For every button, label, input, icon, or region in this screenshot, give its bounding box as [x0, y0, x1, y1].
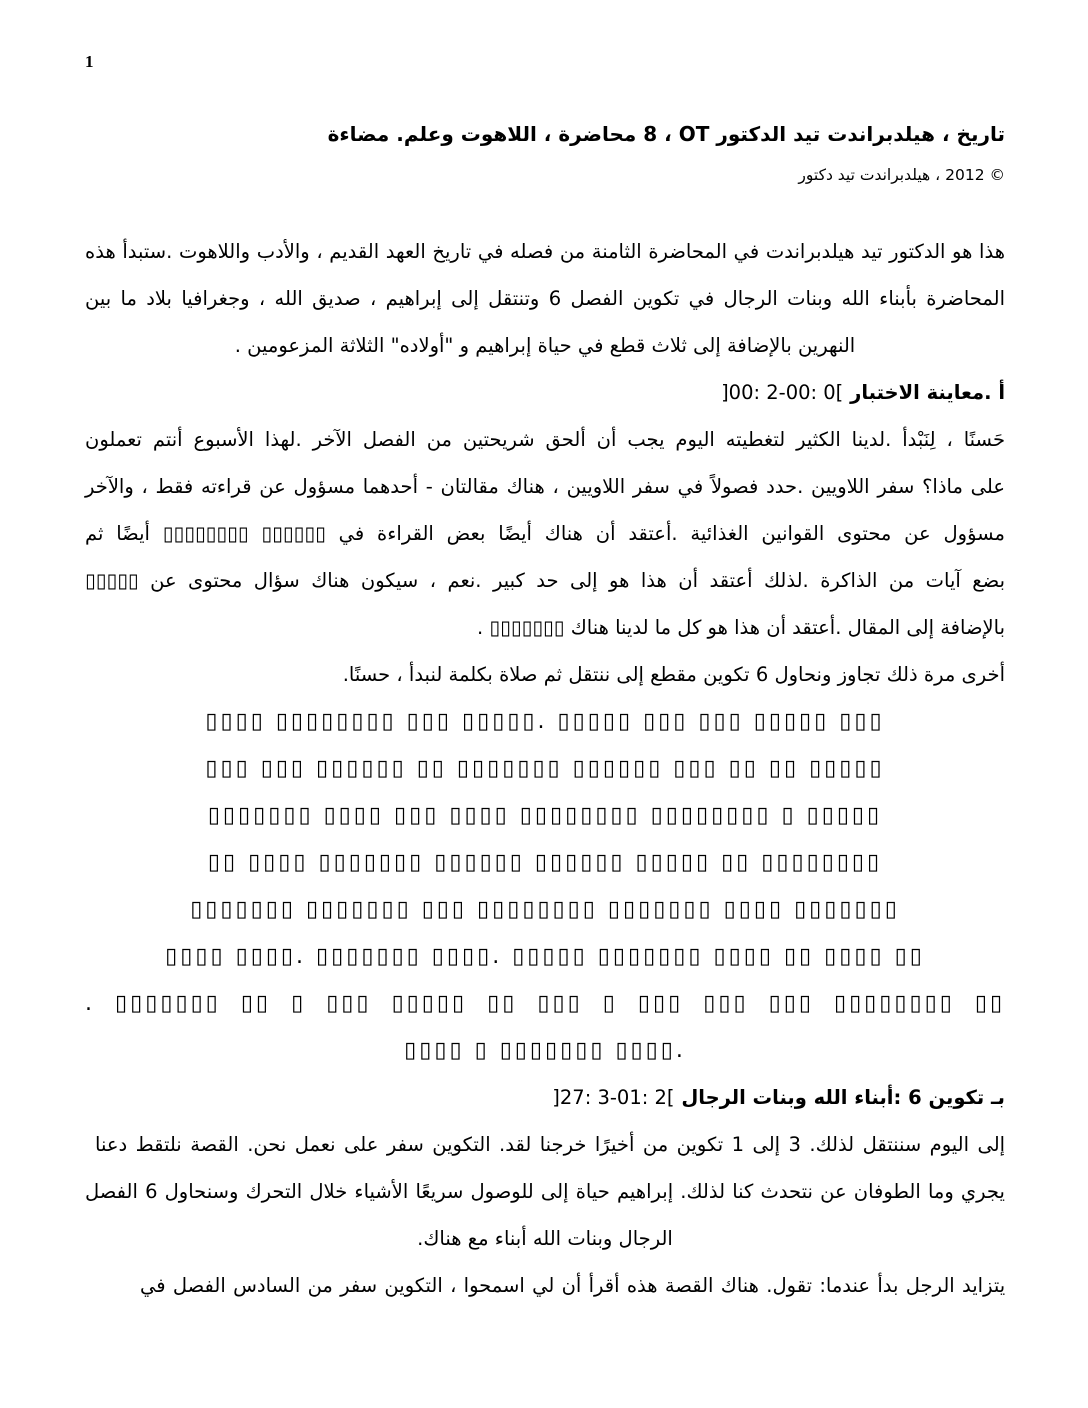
text-line: .هناك مع أبناء الله وبنات الرجال: [417, 1227, 673, 1250]
line-prayer: [85, 651, 1005, 698]
text-line: هذا هو الدكتور تيد هيلدبراندت في المحاضرة الثامنة من فصله في تاريخ العهد القديم ، والأدب واللاهوت .ستبدأ هذه: [85, 240, 1005, 263]
text-line: ▯▯▯ ▯▯▯ ▯▯▯▯▯▯ ▯▯ ▯▯▯▯▯▯▯ ▯▯▯▯▯▯ ▯▯▯ ▯▯ ▯▯ ▯▯▯▯▯: [205, 756, 885, 781]
paragraph-exam: [85, 416, 1005, 651]
text-line: مسؤول عن محتوى القوانين الغذائية .أعتقد أن هناك أيضًا بعض القراءة في ▯▯▯▯▯▯ ▯▯▯▯▯▯▯▯ أيضًا ثم: [85, 522, 1005, 545]
text-line: أ .معاينة الاختبار ]00: 2-00: 0[: [721, 381, 1005, 404]
paragraph-genesis-read: [85, 1262, 1005, 1309]
timestamp: ]00: 2-00: 0[: [721, 381, 844, 404]
paragraph-intro: [85, 228, 1005, 369]
text-line: دكتور تيد هيلدبراندت ، 2012 ©: [798, 166, 1005, 184]
text-line: ▯▯▯▯ ▯ ▯▯▯▯▯▯▯ ▯▯▯▯.: [404, 1038, 686, 1063]
paragraph-genesis-move: [85, 1121, 1005, 1262]
text-line: ▯▯ ▯▯▯▯ ▯▯▯▯▯▯▯ ▯▯▯▯▯▯ ▯▯▯▯▯▯ ▯▯▯▯▯ ▯▯ ▯▯▯▯▯▯▯▯: [207, 850, 883, 875]
text-line: بـ تكوين 6 :أبناء الله وبنات الرجال ]27: 3-01: 2[: [552, 1086, 1005, 1109]
doc-title: [85, 112, 1005, 156]
text-line: . ▯▯▯▯▯▯▯ ▯▯ ▯ ▯▯▯ ▯▯▯▯▯ ▯▯ ▯▯▯ ▯ ▯▯▯ ▯▯▯ ▯▯▯ ▯▯▯▯▯▯▯▯ ▯▯: [85, 991, 1006, 1016]
text-line: بضع آيات من الذاكرة .لذلك أعتقد أن هذا هو إلى حد كبير .نعم ، سيكون هناك سؤال محتوى عن ▯▯▯▯▯: [85, 569, 1005, 592]
text-line: بالإضافة إلى المقال .أعتقد أن هذا هو كل ما لدينا هناك ▯▯▯▯▯▯▯ .: [477, 616, 1005, 639]
text-line: .حسنًا ، لنبدأ بكلمة صلاة ثم ننتقل إلى مقطع تكوين 6 ونحاول تجاوز ذلك مرة أخرى: [342, 663, 1005, 686]
timestamp: ]27: 3-01: 2[: [552, 1086, 675, 1109]
text-line: ▯▯▯▯▯▯▯ ▯▯▯▯▯▯▯ ▯▯▯ ▯▯▯▯▯▯▯▯ ▯▯▯▯▯▯▯ ▯▯▯▯ ▯▯▯▯▯▯▯: [190, 897, 900, 922]
text-line: ▯▯▯▯ ▯▯▯▯▯▯▯▯ ▯▯▯ ▯▯▯▯▯. ▯▯▯▯▯ ▯▯▯ ▯▯▯ ▯▯▯▯▯ ▯▯▯: [205, 709, 885, 734]
text-line: دعنا نلتقط القصة .نحن نعمل على سفر التكوين .لقد خرجنا أخيرًا من تكوين 1 إلى 3 .لذلك سننتقل اليوم إلى: [95, 1133, 1006, 1156]
text-line: النهرين بالإضافة إلى ثلاث قطع في حياة إبراهيم و "أولاده" الثلاثة المزعومين .: [234, 334, 856, 357]
text-line: حَسنًا ، لِنَبْدأ .لدينا الكثير لتغطيته اليوم يجب أن ألحق شريحتين من الفصل الآخر .لهذا الأسبوع أنتم تعملون: [85, 428, 1005, 451]
paragraph-missing-glyphs: [85, 698, 1005, 1074]
text-line: مضاءة .وعلم اللاهوت ، محاضرة 8 ، OT الدكتور تيد هيلدبراندت ، تاريخ: [327, 122, 1005, 146]
heading-genesis6: [85, 1074, 1005, 1121]
text-line: ▯▯▯▯▯▯▯ ▯▯▯▯ ▯▯▯ ▯▯▯▯ ▯▯▯▯▯▯▯▯ ▯▯▯▯▯▯▯▯ ▯ ▯▯▯▯▯: [207, 803, 883, 828]
text-line: على ماذا؟ سفر اللاويين .حدد فصولاً في سفر اللاويين ، هناك مقالتان - أحدهما مسؤول عن قراءته فقط ، والآخر: [85, 475, 1005, 498]
text-line: الفصل 6 وسنحاول التحرك خلال الأشياء سريعًا للوصول إلى حياة إبراهيم .لذلك كنا نتحدث عن الطوفان وما يجري: [85, 1180, 1005, 1203]
text-line: في الفصل السادس من سفر التكوين ، اسمحوا لي أن أقرأ هذه القصة هناك .تقول :عندما بدأ الرجل يتزايد: [140, 1274, 1006, 1297]
text-line: ▯▯▯▯ ▯▯▯▯. ▯▯▯▯▯▯▯ ▯▯▯▯. ▯▯▯▯▯ ▯▯▯▯▯▯▯ ▯▯▯▯ ▯▯ ▯▯▯▯ ▯▯: [165, 944, 925, 969]
page-number: 1: [85, 52, 94, 71]
text-line: المحاضرة بأبناء الله وبنات الرجال في تكوين الفصل 6 وتنتقل إلى إبراهيم ، صديق الله ، وجغرافيا بلاد ما بين: [85, 287, 1005, 310]
copyright-line: [85, 156, 1005, 194]
heading-exam-preview: [85, 369, 1005, 416]
